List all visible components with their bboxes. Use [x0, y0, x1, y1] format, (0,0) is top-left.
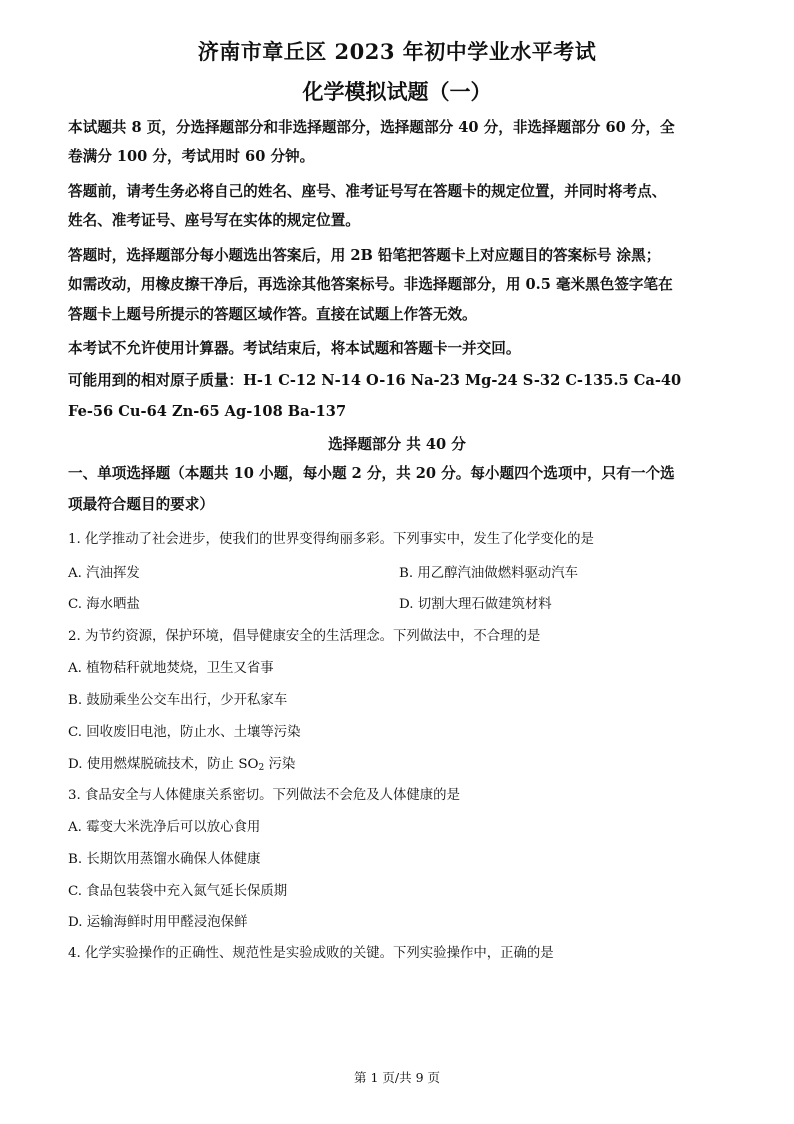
option-b: B. 鼓励乘坐公交车出行，少开私家车: [68, 693, 288, 708]
instruction-line: 答题卡上题号所提示的答题区域作答。直接在试题上作答无效。: [68, 306, 477, 323]
atomic-mass-line: 可能用到的相对原子质量：H-1 C-12 N-14 O-16 Na-23 Mg-24 S-32 C-135.5 Ca-40: [68, 372, 682, 389]
instruction-line: 本考试不允许使用计算器。考试结束后，将本试题和答题卡一并交回。: [68, 340, 521, 357]
instruction-line: 卷满分 100 分，考试用时 60 分钟。: [68, 148, 315, 165]
section-title: 选择题部分 共 40 分: [328, 436, 466, 453]
atomic-mass-line: Fe-56 Cu-64 Zn-65 Ag-108 Ba-137: [68, 403, 347, 420]
option-d-suffix: 污染: [264, 757, 296, 772]
question-stem: 1. 化学推动了社会进步，使我们的世界变得绚丽多彩。下列事实中，发生了化学变化的是: [68, 532, 594, 547]
option-d: [68, 753, 295, 773]
option-d-text: D. 使用燃煤脱硫技术，防止 SO: [68, 757, 259, 772]
question-stem: 3. 食品安全与人体健康关系密切。下列做法不会危及人体健康的是: [68, 788, 460, 803]
exam-subtitle: 化学模拟试题（一）: [302, 79, 492, 104]
option-b: B. 用乙醇汽油做燃料驱动汽车: [399, 566, 579, 581]
instruction-line: 如需改动，用橡皮擦干净后，再选涂其他答案标号。非选择题部分，用 0.5 毫米黑色签字笔在: [68, 276, 673, 293]
part-heading: 项最符合题目的要求）: [68, 496, 214, 513]
instruction-line: 答题前，请考生务必将自己的姓名、座号、准考证号写在答题卡的规定位置，并同时将考点、: [68, 183, 667, 200]
option-a: A. 霉变大米洗净后可以放心食用: [68, 820, 261, 835]
page-number: 第 1 页/共 9 页: [353, 1070, 440, 1085]
subscript: 2: [258, 763, 265, 773]
option-d: D. 运输海鲜时用甲醛浸泡保鲜: [68, 915, 248, 930]
exam-title: 济南市章丘区 2023 年初中学业水平考试: [197, 39, 597, 64]
question-stem: 4. 化学实验操作的正确性、规范性是实验成败的关键。下列实验操作中，正确的是: [68, 946, 554, 961]
option-c: C. 回收废旧电池，防止水、土壤等污染: [68, 725, 301, 740]
option-c: C. 食品包装袋中充入氮气延长保质期: [68, 884, 288, 899]
option-d: D. 切割大理石做建筑材料: [399, 597, 552, 612]
option-c: C. 海水晒盐: [68, 597, 140, 612]
instruction-line: 姓名、准考证号、座号写在实体的规定位置。: [68, 212, 360, 229]
option-b: B. 长期饮用蒸馏水确保人体健康: [68, 852, 261, 867]
instruction-line: 本试题共 8 页，分选择题部分和非选择题部分，选择题部分 40 分，非选择题部分 60 分，全: [68, 119, 675, 136]
option-a: A. 植物秸秆就地焚烧，卫生又省事: [68, 661, 274, 676]
instruction-line: 答题时，选择题部分每小题选出答案后，用 2B 铅笔把答题卡上对应题目的答案标号 涂黑；: [68, 247, 661, 264]
question-stem: 2. 为节约资源，保护环境，倡导健康安全的生活理念。下列做法中，不合理的是: [68, 629, 541, 644]
part-heading: 一、单项选择题（本题共 10 小题，每小题 2 分，共 20 分。每小题四个选项中，只有一个选: [68, 465, 675, 482]
option-a: A. 汽油挥发: [68, 566, 140, 581]
